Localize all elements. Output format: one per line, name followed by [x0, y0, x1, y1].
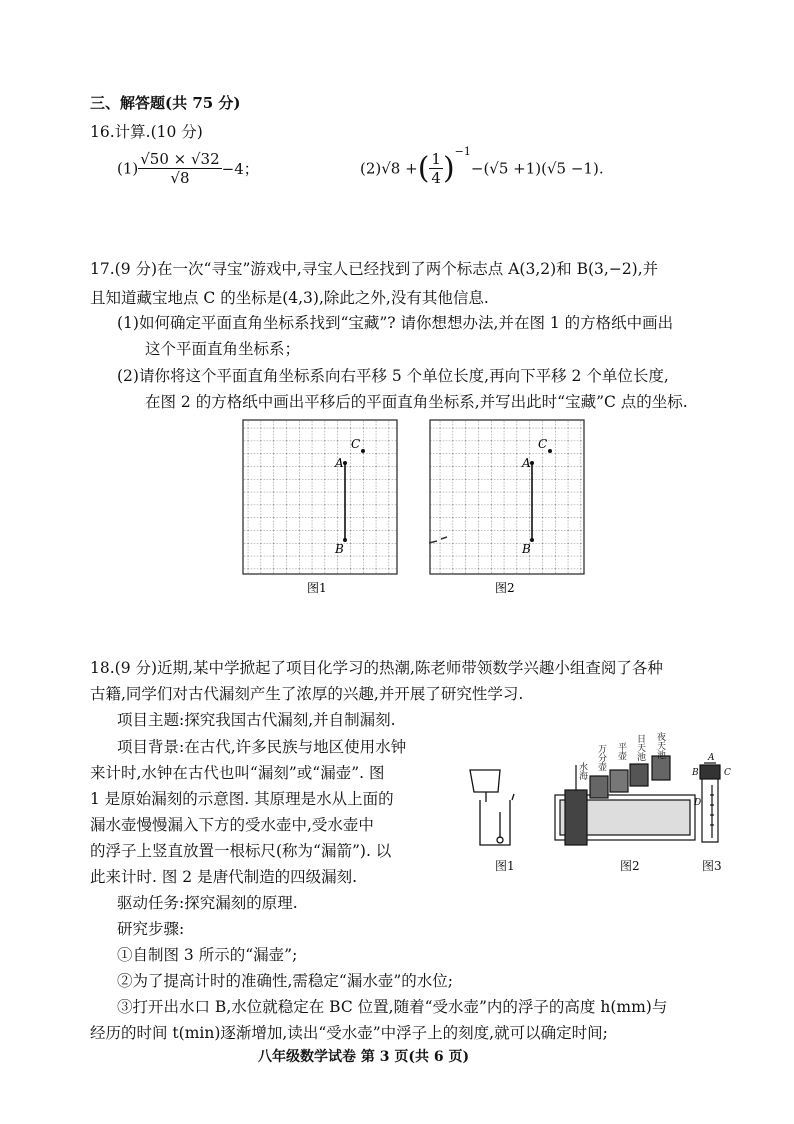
clepsydra-figure3: [700, 763, 720, 842]
figure2-label-b: B: [522, 542, 531, 556]
q16-title: 16.计算.(10 分): [90, 123, 203, 141]
q18-background-5: 的浮子上竖直放置一根标尺(称为“漏箭”). 以: [90, 842, 392, 860]
figure2-point-c: [548, 449, 552, 453]
q18-topic: 项目主题:探究我国古代漏刻,并自制漏刻.: [117, 711, 396, 729]
q18-figure2-caption: 图2: [620, 859, 640, 873]
vessel-label-3: 平壶: [616, 742, 626, 760]
q16-part2-fraction: [429, 150, 443, 187]
clepsydra-figure3-labels: [691, 753, 731, 808]
figure2-label-a: A: [522, 456, 531, 470]
figure3-label-d: D: [694, 798, 702, 808]
q16-part1-suffix: −4；: [221, 160, 259, 178]
figure2-caption: 图2: [495, 581, 515, 595]
q18-illustrations: [460, 730, 740, 880]
figure1-caption: 图1: [307, 581, 327, 595]
q16-part1-prefix: (1): [117, 159, 139, 178]
q17-line5: (2)请你将这个平面直角坐标系向右平移 5 个单位长度,再向下平移 2 个单位长度,: [117, 367, 669, 385]
page-footer: 八年级数学试卷 第 3 页(共 6 页): [258, 1049, 470, 1065]
q17-line6: 在图 2 的方格纸中画出平移后的平面直角坐标系,并写出此时“宝藏”C 点的坐标.: [145, 393, 688, 411]
figure2-grid: [429, 420, 584, 595]
q16-part2: (2)√8 +( $\frac{1}{4}$ )$^{-1}$−(√5 +1)(√5 −1).: [360, 144, 604, 187]
clepsydra-figure2: [555, 756, 695, 845]
q18-background-3: 1 是原始漏刻的示意图. 其原理是水从上面的: [90, 790, 394, 808]
figure1-grid: [243, 420, 397, 595]
q16-part2-suffix: −(√5 +1)(√5 −1).: [470, 159, 604, 178]
q17-line3: (1)如何确定平面直角坐标系找到“宝藏”? 请你想想办法,并在图 1 的方格纸中画出: [117, 314, 674, 332]
q17-line2: 且知道藏宝地点 C 的坐标是(4,3),除此之外,没有其他信息.: [90, 289, 489, 307]
q18-background-6: 此来计时. 图 2 是唐代制造的四级漏刻.: [90, 868, 357, 886]
q18-step2: ②为了提高计时的准确性,需稳定“漏水壶”的水位;: [117, 972, 453, 990]
q16-part2-denominator: 4: [431, 169, 441, 187]
q16-part1-denominator: √8: [170, 169, 190, 187]
q17-line4: 这个平面直角坐标系；: [145, 340, 301, 358]
vessel-label-4: 日天池: [635, 734, 645, 761]
q17-grid-figures: [235, 415, 610, 595]
figure2-label-c: C: [538, 437, 548, 451]
clepsydra-figure1: [470, 770, 515, 873]
vessel-label-2: 万分壶: [596, 744, 606, 771]
q16-part1: [117, 150, 259, 187]
figure1-point-c: [361, 449, 365, 453]
figure1-label-c: C: [351, 437, 361, 451]
q18-step3-line1: ③打开出水口 B,水位就稳定在 BC 位置,随着“受水壶”内的浮子的高度 h(mm)与: [117, 998, 668, 1016]
q18-figure3-caption: 图3: [702, 859, 722, 873]
q18-task: 驱动任务:探究漏刻的原理.: [117, 894, 298, 912]
figure3-label-b: B: [692, 768, 699, 778]
q16-part1-fraction: [138, 150, 221, 187]
q18-line2: 古籍,同学们对古代漏刻产生了浓厚的兴趣,并开展了研究性学习.: [90, 685, 524, 703]
q18-steps-title: 研究步骤:: [117, 920, 185, 938]
q16-part2-prefix: (2)√8 +: [360, 159, 418, 178]
vessel-label-1: 水海: [577, 762, 587, 780]
q16-part2-exponent: −1: [454, 144, 471, 158]
figure1-label-a: A: [335, 456, 344, 470]
figure3-label-c: C: [724, 768, 731, 778]
q18-step3-line2: 经历的时间 t(min)逐渐增加,读出“受水壶”中浮子上的刻度,就可以确定时间;: [90, 1024, 608, 1042]
q18-step1: ①自制图 3 所示的“漏壶”;: [117, 946, 298, 964]
q18-background-1: 项目背景:在古代,许多民族与地区使用水钟: [117, 738, 407, 756]
q16-part2-numerator: 1: [431, 150, 441, 168]
q18-background-2: 来计时,水钟在古代也叫“漏刻”或“漏壶”. 图: [90, 764, 385, 782]
vessel-label-5: 夜天池: [655, 732, 665, 759]
q18-figure1-caption: 图1: [495, 859, 515, 873]
q16-part1-numerator: √50 × √32: [140, 150, 220, 168]
section-header: 三、解答题(共 75 分): [90, 94, 241, 112]
q18-background-4: 漏水壶慢慢漏入下方的受水壶中,受水壶中: [90, 816, 374, 834]
q17-line1: 17.(9 分)在一次“寻宝”游戏中,寻宝人已经找到了两个标志点 A(3,2)和 B(3,−2),并: [90, 260, 659, 278]
q18-line1: 18.(9 分)近期,某中学掀起了项目化学习的热潮,陈老师带领数学兴趣小组查阅了各种: [90, 659, 663, 677]
figure1-label-b: B: [335, 542, 344, 556]
figure3-label-a: A: [708, 753, 715, 763]
